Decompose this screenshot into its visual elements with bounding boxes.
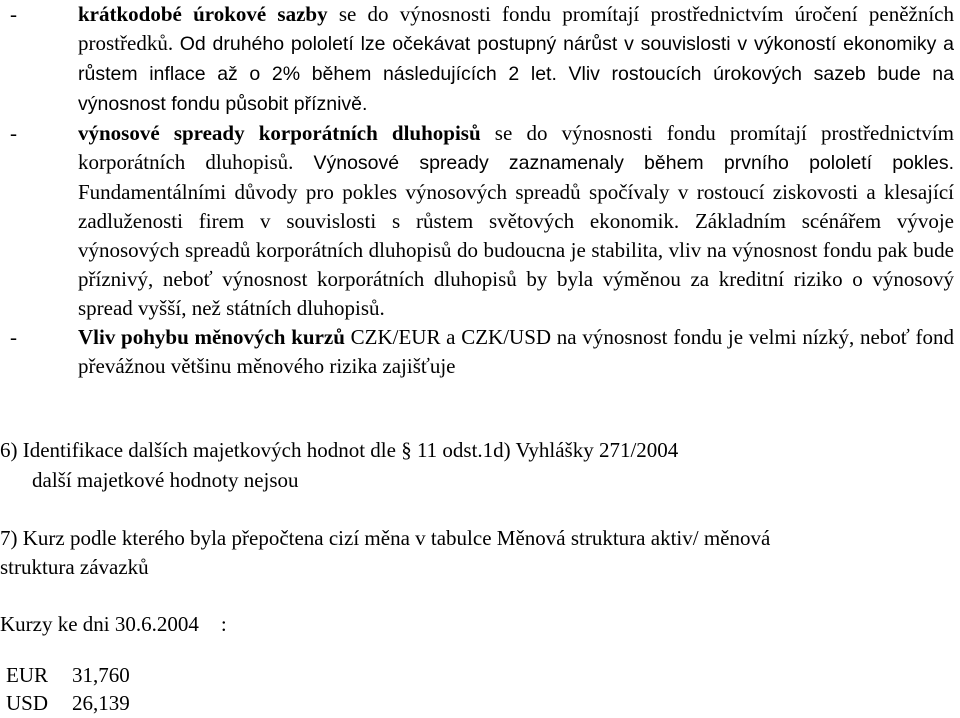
bullet-body-sans: Od druhého pololetí lze očekávat postupný nárůst v souvislosti v výkoností ekonomiky a růstem inflace až o 2% během následujících 2 let. Vliv rostoucích úrokových sazeb bude na výnosnost fondu působit příznivě. [78, 33, 954, 115]
bullet-body: Fundamentálními důvody pro pokles výnosových spreadů spočívaly v rostoucí ziskovosti a klesající zadluženosti firem v souvislosti s růstem světových ekonomik. Základním scénářem vývoje výnosových spreadů korporátních dluhopisů do budoucna je stabilita, vliv na výnosnost fondu pak bude příznivý, neboť výnosnost korporátních dluhopisů by byla výměnou za kreditní riziko o výnosový spread vyšší, než státních dluhopisů. [78, 180, 954, 320]
bullet-text [78, 323, 954, 381]
bullet-body: se do výnosnosti fondu promítají prostřednictvím úročení peněžních prostředků. [78, 2, 954, 55]
rates-label: Kurzy ke dni 30.6.2004 [0, 612, 199, 636]
bullet-dash: - [10, 121, 17, 145]
bullet-dash: - [10, 2, 17, 26]
rate-value: 26,139 [72, 691, 130, 715]
rate-value: 31,760 [72, 663, 130, 687]
bullet-list [8, 0, 954, 381]
section-7-heading: 7) Kurz podle kterého byla přepočtena cizí měna v tabulce Měnová struktura aktiv/ měnová [0, 526, 771, 550]
rates-date-label [0, 610, 227, 639]
rate-currency: EUR [6, 663, 48, 687]
rate-row-usd [6, 689, 130, 718]
bullet-body: CZK/EUR a CZK/USD na výnosnost fondu je velmi nízký, neboť fond převážnou většinu měnového rizika zajišťuje [78, 325, 954, 378]
section-7-heading-cont: struktura závazků [0, 555, 149, 579]
bullet-body-sans: Výnosové spready zaznamenaly během prvního pololetí pokles. [313, 152, 954, 174]
bullet-text [78, 119, 954, 323]
bullet-text [78, 0, 954, 119]
bullet-term: výnosové spready korporátních dluhopisů [78, 121, 481, 145]
bullet-dash: - [10, 325, 17, 349]
rate-row-eur [6, 661, 130, 690]
section-6-text: další majetkové hodnoty nejsou [32, 468, 299, 492]
section-6-heading: 6) Identifikace dalších majetkových hodnot dle § 11 odst.1d) Vyhlášky 271/2004 [0, 438, 679, 462]
bullet-short-term-rates [8, 0, 954, 119]
rate-currency: USD [6, 691, 49, 715]
rates-colon: : [220, 612, 227, 636]
bullet-term: Vliv pohybu měnových kurzů [78, 325, 345, 349]
bullet-body: se do výnosnosti fondu promítají prostřednictvím korporátních dluhopisů. [78, 121, 954, 174]
bullet-fx-rates [8, 323, 954, 381]
bullet-corporate-spreads [8, 119, 954, 323]
bullet-term: krátkodobé úrokové sazby [78, 2, 328, 26]
